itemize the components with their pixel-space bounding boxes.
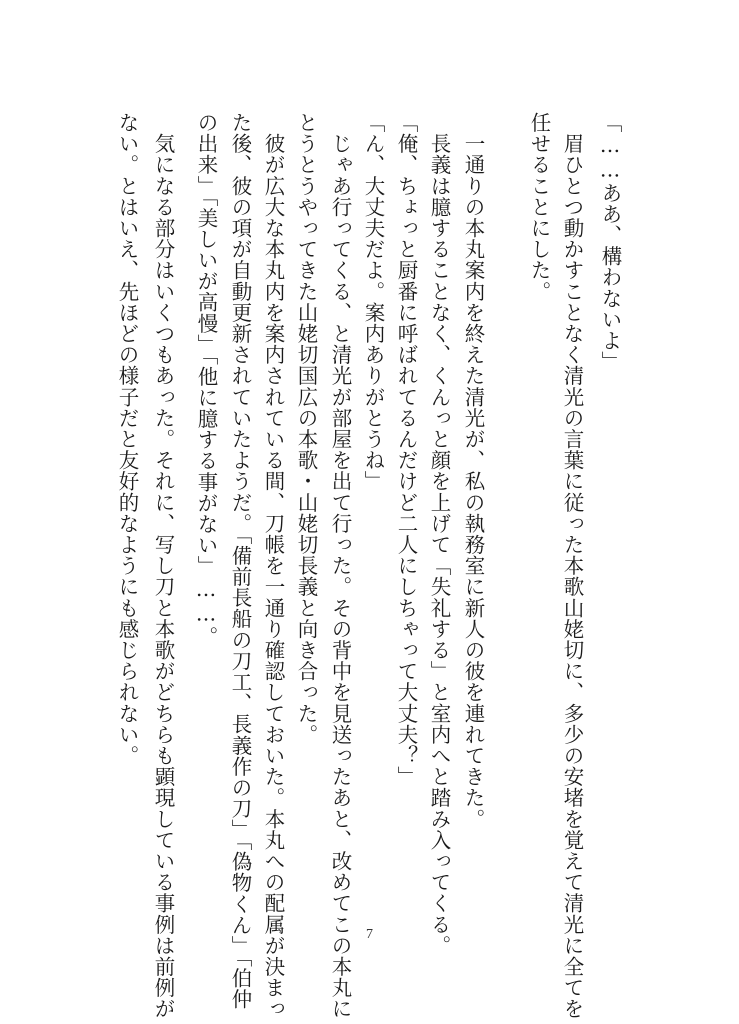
text-line-5: 一通りの本丸案内を終えた清光が、私の執務室に新人の彼を連れてきた。 bbox=[461, 112, 485, 830]
text-line-10: とうとうやってきた山姥切国広の本歌・山姥切長義と向き合った。 bbox=[294, 112, 318, 745]
text-line-12: た後、彼の項が自動更新されていたようだ。「備前長船の刀工、長義作の刀」「偽物くん」「伯仲 bbox=[228, 112, 252, 1010]
text-line-2: 任せることにした。 bbox=[527, 112, 551, 302]
text-line-9: じゃあ行ってくる、と清光が部屋を出て行った。その背中を見送ったあと、改めてこの本丸に bbox=[328, 112, 352, 1020]
text-line-6: 長義は臆することなく、くんっと顔を上げて「失礼する」と室内へと踏み入ってくる。 bbox=[427, 112, 451, 956]
text-line-1: 眉ひとつ動かすことなく清光の言葉に従った本歌山姥切に、多少の安堵を覚えて清光に全てを bbox=[560, 112, 584, 1020]
page-number: 7 bbox=[366, 927, 373, 942]
text-line-13: の出来」「美しいが高慢」「他に臆する事がない」……。 bbox=[194, 112, 218, 648]
text-line-11: 彼が広大な本丸内を案内されている間、刀帳を一通り確認しておいた。本丸への配属が決まっ bbox=[261, 112, 285, 1020]
text-line-opening-quote: 「……ああ、構わないよ」 bbox=[598, 112, 622, 373]
text-line-15: ない。とはいえ、先ほどの様子だと友好的なようにも感じられない。 bbox=[115, 112, 139, 767]
text-line-8: 「ん、大丈夫だよ。案内ありがとうね」 bbox=[361, 112, 385, 492]
text-line-7: 「俺、ちょっと厨番に呼ばれてるんだけど二人にしちゃって大丈夫？」 bbox=[394, 112, 418, 788]
text-line-14: 気になる部分はいくつもあった。それに、写し刀と本歌がどちらも顕現している事例は前例が bbox=[151, 112, 175, 1020]
